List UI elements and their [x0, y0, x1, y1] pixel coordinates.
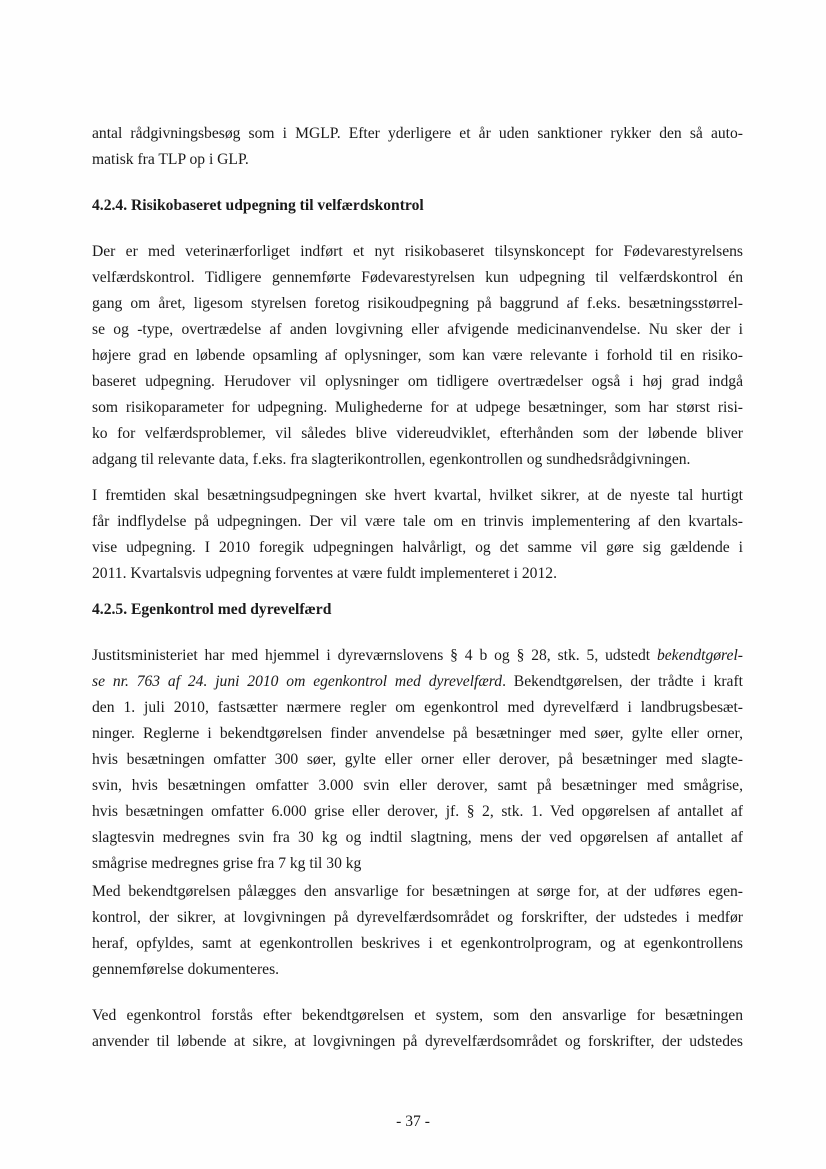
- text-line: svin, hvis besætningen omfatter 3.000 svin eller derover, samt på besætninger med smågrise,: [92, 777, 743, 794]
- page-number: - 37 -: [396, 1113, 430, 1130]
- text-line: Der er med veterinærforliget indført et nyt risikobaseret tilsynskoncept for Fødevarestyrelsens: [92, 243, 743, 260]
- text-line: anvender til løbende at sikre, at lovgivningen på dyrevelfærdsområdet og forskrifter, der udstedes: [92, 1033, 743, 1050]
- text-line: adgang til relevante data, f.eks. fra slagterikontrollen, egenkontrollen og sundhedsrådgivningen.: [92, 451, 691, 468]
- text-line: I fremtiden skal besætningsudpegningen ske hvert kvartal, hvilket sikrer, at de nyeste tal hurtigt: [92, 487, 743, 504]
- text-line: [92, 672, 743, 692]
- text-line: antal rådgivningsbesøg som i MGLP. Efter yderligere et år uden sanktioner rykker den så auto-: [92, 125, 743, 142]
- text-line: hvis besætningen omfatter 6.000 grise eller derover, jf. § 2, stk. 1. Ved opgørelsen af antallet af: [92, 803, 743, 820]
- law-reference-italic: se nr. 763 af 24. juni 2010 om egenkontrol med dyrevelfærd: [92, 673, 503, 690]
- section-heading: 4.2.5. Egenkontrol med dyrevelfærd: [92, 601, 332, 618]
- text-line: Med bekendtgørelsen pålægges den ansvarlige for besætningen at sørge for, at der udføres egen-: [92, 883, 743, 900]
- text-line: vise udpegning. I 2010 foregik udpegningen halvårligt, og det samme vil gøre sig gældende i: [92, 539, 743, 556]
- text-line: får indflydelse på udpegningen. Der vil være tale om en trinvis implementering af den kvartals-: [92, 513, 743, 530]
- text-line: [92, 646, 743, 666]
- text-line: højere grad en løbende opsamling af oplysninger, som kan være relevante i forhold til en risiko-: [92, 347, 743, 364]
- text-line: se og -type, overtrædelse af anden lovgivning eller afvigende medicinanvendelse. Nu sker der i: [92, 321, 743, 338]
- text-line: ninger. Reglerne i bekendtgørelsen finder anvendelse på besætninger med søer, gylte eller orner,: [92, 725, 743, 742]
- text-line: som risikoparameter for udpegning. Mulighederne for at udpege besætninger, som har størst risi-: [92, 399, 743, 416]
- text-line: ko for velfærdsproblemer, vil således blive videreudviklet, efterhånden som der løbende bliver: [92, 425, 743, 442]
- text-line: kontrol, der sikrer, at lovgivningen på dyrevelfærdsområdet og forskrifter, der udstedes i medfør: [92, 909, 743, 926]
- text-line: gennemførelse dokumenteres.: [92, 961, 280, 978]
- text-line: matisk fra TLP op i GLP.: [92, 151, 249, 168]
- text-line: Ved egenkontrol forstås efter bekendtgørelsen et system, som den ansvarlige for besætningen: [92, 1007, 743, 1024]
- text-line: smågrise medregnes grise fra 7 kg til 30 kg: [92, 855, 362, 872]
- section-heading: 4.2.4. Risikobaseret udpegning til velfærdskontrol: [92, 197, 424, 214]
- text-line: baseret udpegning. Herudover vil oplysninger om tidligere overtrædelser også i høj grad indgå: [92, 373, 743, 390]
- text-line: heraf, opfyldes, samt at egenkontrollen beskrives i et egenkontrolprogram, og at egenkontrollens: [92, 935, 743, 952]
- law-reference-italic: bekendtgørel-: [656, 647, 743, 664]
- text-line: 2011. Kvartalsvis udpegning forventes at være fuldt implementeret i 2012.: [92, 565, 557, 582]
- text-line: gang om året, ligesom styrelsen foretog risikoudpegning på baggrund af f.eks. besætningsstørrel-: [92, 295, 743, 312]
- text-line: slagtesvin medregnes svin fra 30 kg og indtil slagtning, mens der ved opgørelsen af antallet af: [92, 829, 743, 846]
- text-line: velfærdskontrol. Tidligere gennemførte Fødevarestyrelsen kun udpegning til velfærdskontrol én: [92, 269, 743, 286]
- text-run: . Bekendtgørelsen, der trådte i kraft: [502, 673, 744, 690]
- text-run: Justitsministeriet har med hjemmel i dyreværnslovens § 4 b og § 28, stk. 5, udstedt: [92, 647, 657, 664]
- text-line: den 1. juli 2010, fastsætter nærmere regler om egenkontrol med dyrevelfærd i landbrugsbesæt-: [92, 699, 743, 716]
- text-line: hvis besætningen omfatter 300 søer, gylte eller orner eller derover, på besætninger med slagte-: [92, 751, 743, 768]
